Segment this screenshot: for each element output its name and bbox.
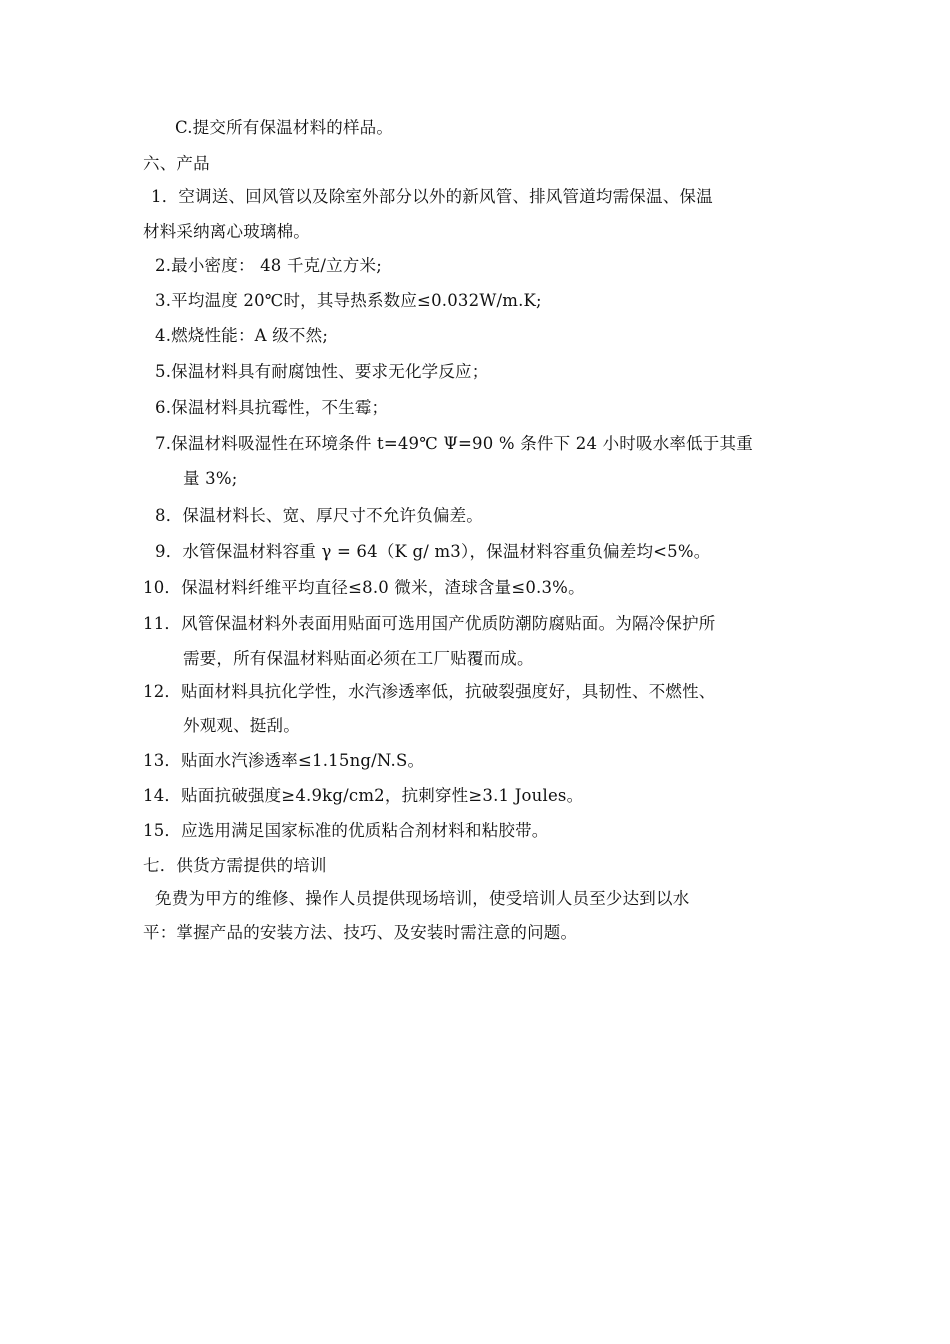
item-number: 14． <box>143 786 182 805</box>
item-number: 4. <box>155 326 172 345</box>
item-text: 贴面水汽渗透率≤1.15ng/N.S。 <box>181 751 425 770</box>
item-text: 保温材料纤维平均直径≤8.0 微米，渣球含量≤0.3%。 <box>181 578 585 597</box>
list-item-5 <box>155 361 488 383</box>
item-number: 3. <box>155 291 172 310</box>
item-number: 11． <box>143 614 182 633</box>
item-text: 水管保温材料容重 γ = 64（K g/ m3），保温材料容重负偏差均<5%。 <box>182 542 711 561</box>
training-paragraph-line-1: 免费为甲方的维修、操作人员提供现场培训，使受培训人员至少达到以水 <box>155 889 690 908</box>
item-text: 应选用满足国家标准的优质粘合剂材料和粘胶带。 <box>181 821 549 840</box>
section-7-heading: 七．供货方需提供的培训 <box>143 856 327 875</box>
item-number: 6. <box>155 398 172 417</box>
list-item-7-cont: 量 3%; <box>183 469 238 488</box>
item-number: 12． <box>143 682 182 701</box>
section-6-heading: 六、产品 <box>143 154 210 173</box>
list-item-3 <box>155 290 542 312</box>
training-paragraph-line-2: 平：掌握产品的安装方法、技巧、及安装时需注意的问题。 <box>143 923 578 942</box>
list-item-4 <box>155 325 328 347</box>
item-text: 保温材料具抗霉性，不生霉； <box>171 398 389 417</box>
list-item-1-cont: 材料采纳离心玻璃棉。 <box>143 222 310 241</box>
item-text: 燃烧性能：A 级不然; <box>171 326 329 345</box>
item-number: 13． <box>143 751 182 770</box>
item-number: 15． <box>143 821 182 840</box>
item-text: 空调送、回风管以及除室外部分以外的新风管、排风管道均需保温、保温 <box>178 187 713 206</box>
list-item-11-cont: 需要，所有保温材料贴面必须在工厂贴覆而成。 <box>183 649 534 668</box>
item-number: 7. <box>155 434 172 453</box>
item-number: 1． <box>151 187 179 206</box>
list-item-13 <box>143 750 424 772</box>
list-item-7 <box>155 433 753 455</box>
item-number: 9． <box>155 542 183 561</box>
list-item-12 <box>143 681 716 703</box>
list-item-10 <box>143 577 585 599</box>
item-number: 10． <box>143 578 182 597</box>
list-item-12-cont: 外观观、挺刮。 <box>183 716 300 735</box>
item-text: 平均温度 20℃时，其导热系数应≤0.032W/m.K; <box>171 291 542 310</box>
list-item-9 <box>155 541 710 563</box>
list-item-15 <box>143 820 549 842</box>
list-item-6 <box>155 397 388 419</box>
list-item-2 <box>155 255 382 277</box>
item-c: C.提交所有保温材料的样品。 <box>175 118 394 137</box>
item-text: 贴面材料具抗化学性，水汽渗透率低，抗破裂强度好，具韧性、不燃性、 <box>181 682 716 701</box>
item-number: 8． <box>155 506 183 525</box>
item-text: 贴面抗破强度≥4.9kg/cm2，抗刺穿性≥3.1 Joules。 <box>181 786 584 805</box>
list-item-1 <box>151 186 713 208</box>
item-text: 保温材料具有耐腐蚀性、要求无化学反应； <box>171 362 489 381</box>
item-text: 风管保温材料外表面用贴面可选用国产优质防潮防腐贴面。为隔冷保护所 <box>181 614 716 633</box>
list-item-8 <box>155 505 483 527</box>
item-text: 最小密度： 48 千克/立方米; <box>171 256 382 275</box>
item-text: 保温材料吸湿性在环境条件 t=49℃ Ψ=90 % 条件下 24 小时吸水率低于其重 <box>171 434 753 453</box>
item-number: 5. <box>155 362 172 381</box>
item-number: 2. <box>155 256 172 275</box>
list-item-14 <box>143 785 583 807</box>
list-item-11 <box>143 613 716 635</box>
item-text: 保温材料长、宽、厚尺寸不允许负偏差。 <box>182 506 484 525</box>
